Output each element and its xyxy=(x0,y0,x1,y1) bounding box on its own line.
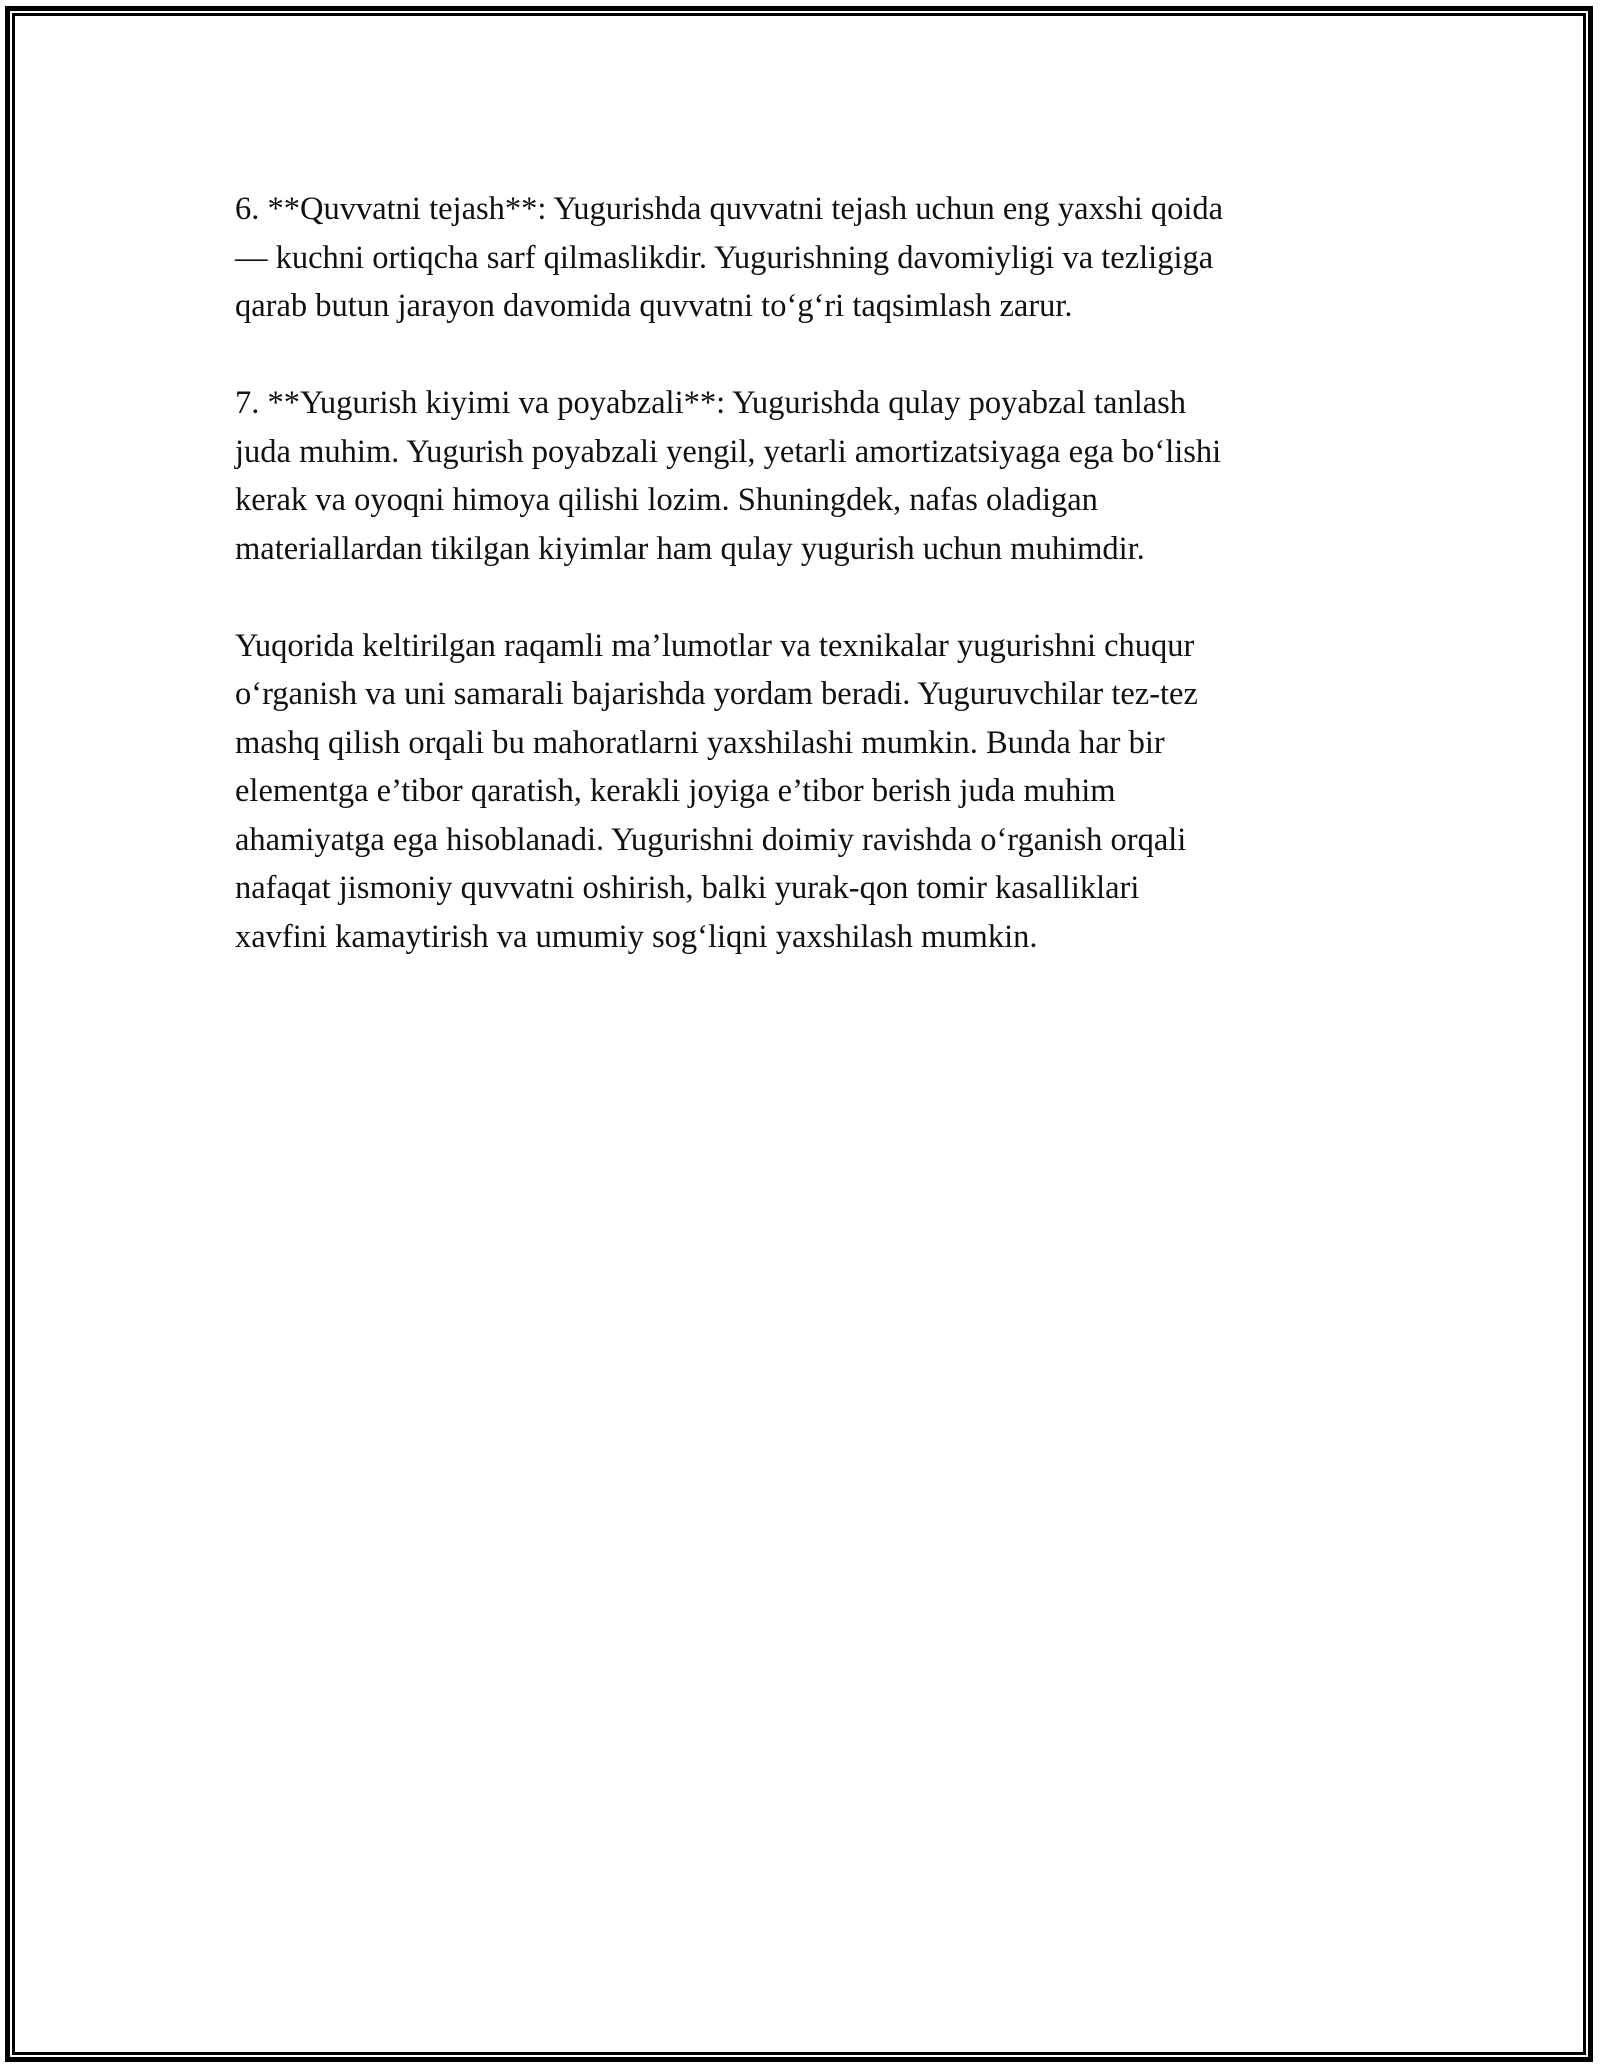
text-line: o‘rganish va uni samarali bajarishda yordam beradi. Yuguruvchilar tez-tez xyxy=(235,676,1198,712)
text-line: juda muhim. Yugurish poyabzali yengil, yetarli amortizatsiyaga ega bo‘lishi xyxy=(235,433,1222,470)
text-line: Yuqorida keltirilgan raqamli ma’lumotlar va texnikalar yugurishni chuqur xyxy=(235,627,1195,664)
paragraph-conclusion xyxy=(235,622,1375,962)
text-line: kerak va oyoqni himoya qilishi lozim. Shuningdek, nafas oladigan xyxy=(235,482,1098,518)
text-line: nafaqat jismoniy quvvatni oshirish, balki yurak-qon tomir kasalliklari xyxy=(235,870,1140,906)
text-line: xavfini kamaytirish va umumiy sog‘liqni yaxshilash mumkin. xyxy=(235,918,1038,955)
text-line: elementga e’tibor qaratish, kerakli joyiga e’tibor berish juda muhim xyxy=(235,773,1116,809)
text-line: materiallardan tikilgan kiyimlar ham qulay yugurish uchun muhimdir. xyxy=(235,530,1145,567)
text-line: 7. **Yugurish kiyimi va poyabzali**: Yugurishda qulay poyabzal tanlash xyxy=(235,385,1187,421)
text-line: ahamiyatga ega hisoblanadi. Yugurishni doimiy ravishda o‘rganish orqali xyxy=(235,821,1187,858)
text-line: mashq qilish orqali bu mahoratlarni yaxshilashi mumkin. Bunda har bir xyxy=(235,724,1165,761)
paragraph-yugurish-kiyimi xyxy=(235,379,1375,573)
text-line: — kuchni ortiqcha sarf qilmaslikdir. Yugurishning davomiyligi va tezligiga xyxy=(235,239,1214,276)
text-line: 6. **Quvvatni tejash**: Yugurishda quvvatni tejash uchun eng yaxshi qoida xyxy=(235,191,1224,227)
text-line: qarab butun jarayon davomida quvvatni to‘g‘ri taqsimlash zarur. xyxy=(235,288,1073,324)
paragraph-quvvatni-tejash xyxy=(235,185,1375,331)
document-body xyxy=(235,185,1375,1010)
